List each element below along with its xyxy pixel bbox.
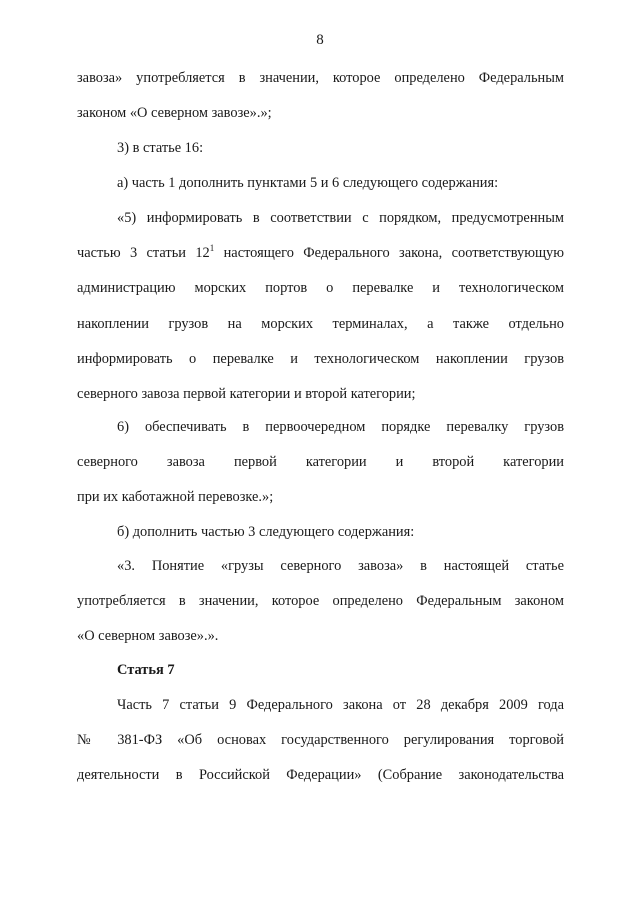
paragraph-continuation bbox=[77, 61, 564, 131]
text-line: при их каботажной перевозке.»; bbox=[77, 489, 274, 506]
text-line bbox=[77, 236, 564, 271]
text-line: администрацию морских портов о перевалке и технологическом bbox=[77, 280, 564, 297]
text-fragment: настоящего Федерального закона, соответствующую bbox=[214, 245, 564, 262]
paragraph-article-7 bbox=[77, 688, 564, 794]
text-line: Часть 7 статьи 9 Федерального закона от 28 декабря 2009 года bbox=[117, 697, 564, 713]
text-fragment: частью 3 статьи 12 bbox=[77, 245, 210, 262]
superscript: 1 bbox=[209, 243, 215, 254]
text-line: № 381-ФЗ «Об основах государственного регулирования торговой bbox=[77, 732, 564, 749]
heading-text: Статья 7 bbox=[117, 662, 175, 678]
text-line: «3. Понятие «грузы северного завоза» в настоящей статье bbox=[117, 558, 564, 574]
text-line: информировать о перевалке и технологическом накоплении грузов bbox=[77, 350, 564, 367]
text-line: накоплении грузов на морских терминалах, а также отдельно bbox=[77, 315, 564, 332]
text-line: 3) в статье 16: bbox=[117, 140, 204, 156]
paragraph-item-3-definition bbox=[77, 549, 564, 655]
article-heading bbox=[77, 653, 564, 688]
text-line: деятельности в Российской Федерации» (Собрание законодательства bbox=[77, 767, 564, 784]
text-line: б) дополнить частью 3 следующего содержания: bbox=[117, 524, 415, 540]
text-line: «5) информировать в соответствии с порядком, предусмотренным bbox=[117, 210, 564, 226]
text-line: а) часть 1 дополнить пунктами 5 и 6 следующего содержания: bbox=[117, 175, 499, 191]
page-number: 8 bbox=[316, 32, 324, 48]
text-line: 6) обеспечивать в первоочередном порядке перевалку грузов bbox=[117, 419, 564, 435]
text-line: законом «О северном завозе».»; bbox=[77, 105, 272, 122]
paragraph-item-5 bbox=[77, 201, 564, 412]
paragraph-item-b bbox=[77, 515, 564, 550]
paragraph-item-6 bbox=[77, 410, 564, 516]
text-line: северного завоза первой категории и второй категории; bbox=[77, 385, 416, 402]
text-line: «О северном завозе».». bbox=[77, 628, 219, 645]
paragraph-item-a bbox=[77, 166, 564, 201]
paragraph-item-3 bbox=[77, 131, 564, 166]
text-line: употребляется в значении, которое определено Федеральным законом bbox=[77, 593, 564, 610]
text-line: северного завоза первой категории и второй категории bbox=[77, 454, 564, 471]
text-line: завоза» употребляется в значении, которое определено Федеральным bbox=[77, 70, 564, 86]
